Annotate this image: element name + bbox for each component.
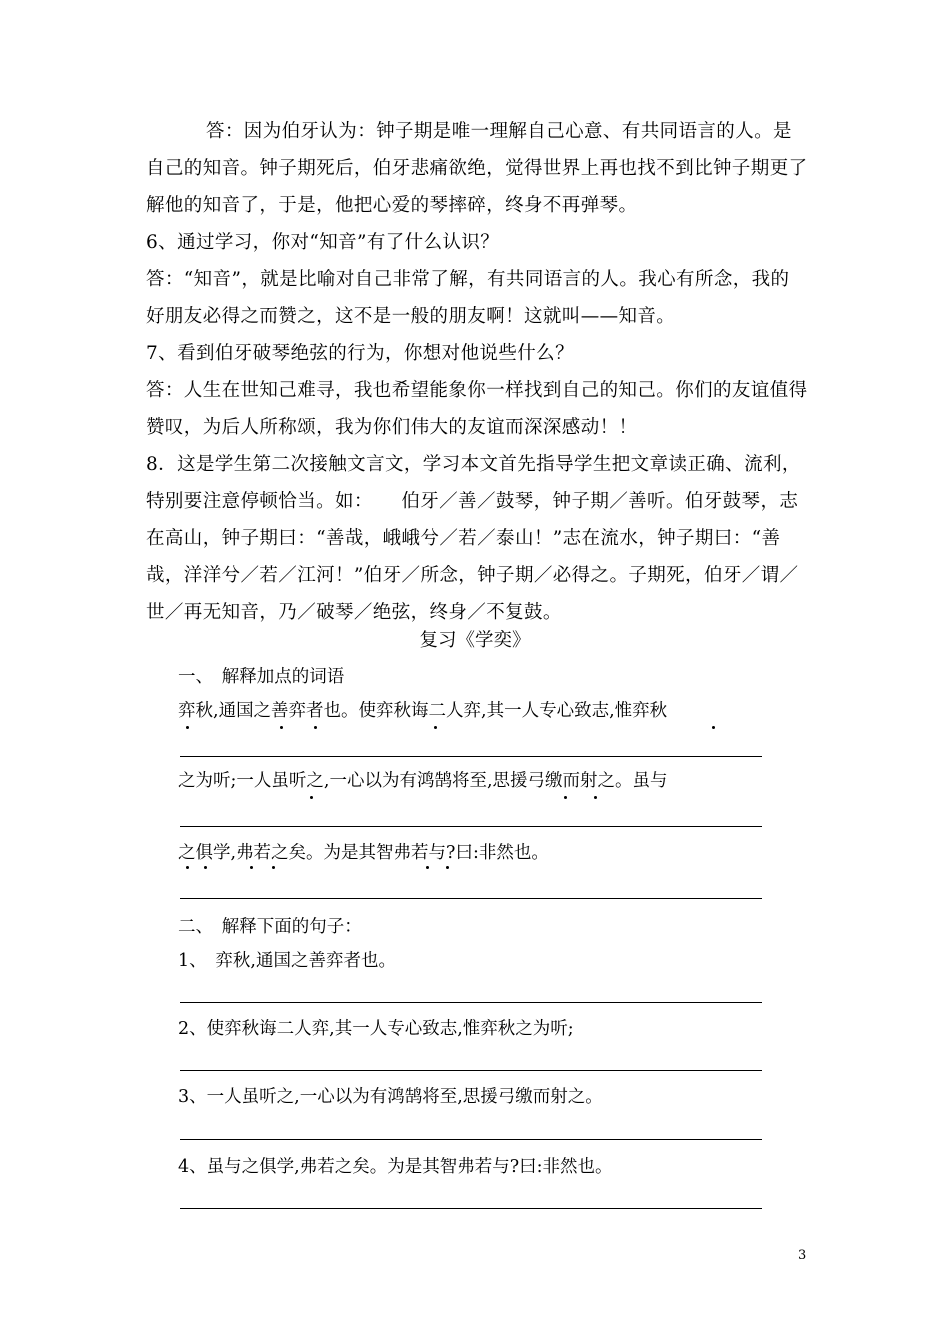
answer-line-6 bbox=[180, 1139, 762, 1140]
question-8: 8．这是学生第二次接触文言文，学习本文首先指导学生把文章读正确、流利，特别要注意停顿恰当。如： 伯牙／善／鼓琴，钟子期／善听。伯牙鼓琴，志在高山，钟子期曰：“善哉，峨峨兮／若／泰山！”志在流水，钟子期曰：“善哉，洋洋兮／若／江河！”伯牙／所念，钟子期／必得之。子期死，伯牙／谓／世／再无知音，乃／破琴／绝弦，终身／不复鼓。 bbox=[146, 454, 801, 623]
answer-line-7 bbox=[180, 1208, 762, 1209]
section-1-heading: 一、 解释加点的词语 bbox=[178, 667, 345, 687]
answer-line-5 bbox=[180, 1070, 762, 1071]
sentence-2: 2、使弈秋诲二人弈,其一人专心致志,惟弈秋之为听; bbox=[178, 1019, 574, 1039]
emphasis-dots-2 bbox=[178, 796, 778, 806]
answer-5: 答：因为伯牙认为：钟子期是唯一理解自己心意、有共同语言的人。是自己的知音。钟子期死后，伯牙悲痛欲绝，觉得世界上再也找不到比钟子期更了解他的知音了，于是，他把心爱的琴摔碎，终身不再弹琴。 bbox=[146, 121, 808, 216]
question-6: 6、通过学习，你对“知音”有了什么认识？ bbox=[146, 232, 500, 253]
answer-line-2 bbox=[180, 826, 762, 827]
page-number: 3 bbox=[798, 1248, 807, 1263]
emphasis-dots-1 bbox=[178, 726, 778, 736]
answer-line-3 bbox=[180, 898, 762, 899]
question-7: 7、看到伯牙破琴绝弦的行为，你想对他说些什么？ bbox=[146, 343, 574, 364]
section-1-line-3: 之俱学,弗若之矣。为是其智弗若与?曰:非然也。 bbox=[178, 843, 549, 863]
section-1-line-1: 弈秋,通国之善弈者也。使弈秋诲二人弈,其一人专心致志,惟弈秋 bbox=[178, 701, 668, 721]
review-title: 复习《学奕》 bbox=[419, 630, 531, 651]
answer-6: 答：“知音”，就是比喻对自己非常了解，有共同语言的人。我心有所念，我的好朋友必得之而赞之，这不是一般的朋友啊！这就叫——知音。 bbox=[146, 269, 790, 327]
emphasis-dots-3 bbox=[178, 866, 778, 876]
sentence-3: 3、一人虽听之,一心以为有鸿鹄将至,思援弓缴而射之。 bbox=[178, 1087, 603, 1107]
sentence-1: 1、 弈秋,通国之善弈者也。 bbox=[178, 951, 396, 971]
answer-7: 答：人生在世知己难寻，我也希望能象你一样找到自己的知己。你们的友谊值得赞叹，为后人所称颂，我为你们伟大的友谊而深深感动！！ bbox=[146, 380, 808, 438]
sentence-4: 4、虽与之俱学,弗若之矣。为是其智弗若与?曰:非然也。 bbox=[178, 1157, 613, 1177]
section-1-line-2: 之为听;一人虽听之,一心以为有鸿鹄将至,思援弓缴而射之。虽与 bbox=[178, 771, 668, 791]
answer-line-4 bbox=[180, 1002, 762, 1003]
section-2-heading: 二、 解释下面的句子： bbox=[178, 917, 362, 937]
answer-line-1 bbox=[180, 756, 762, 757]
